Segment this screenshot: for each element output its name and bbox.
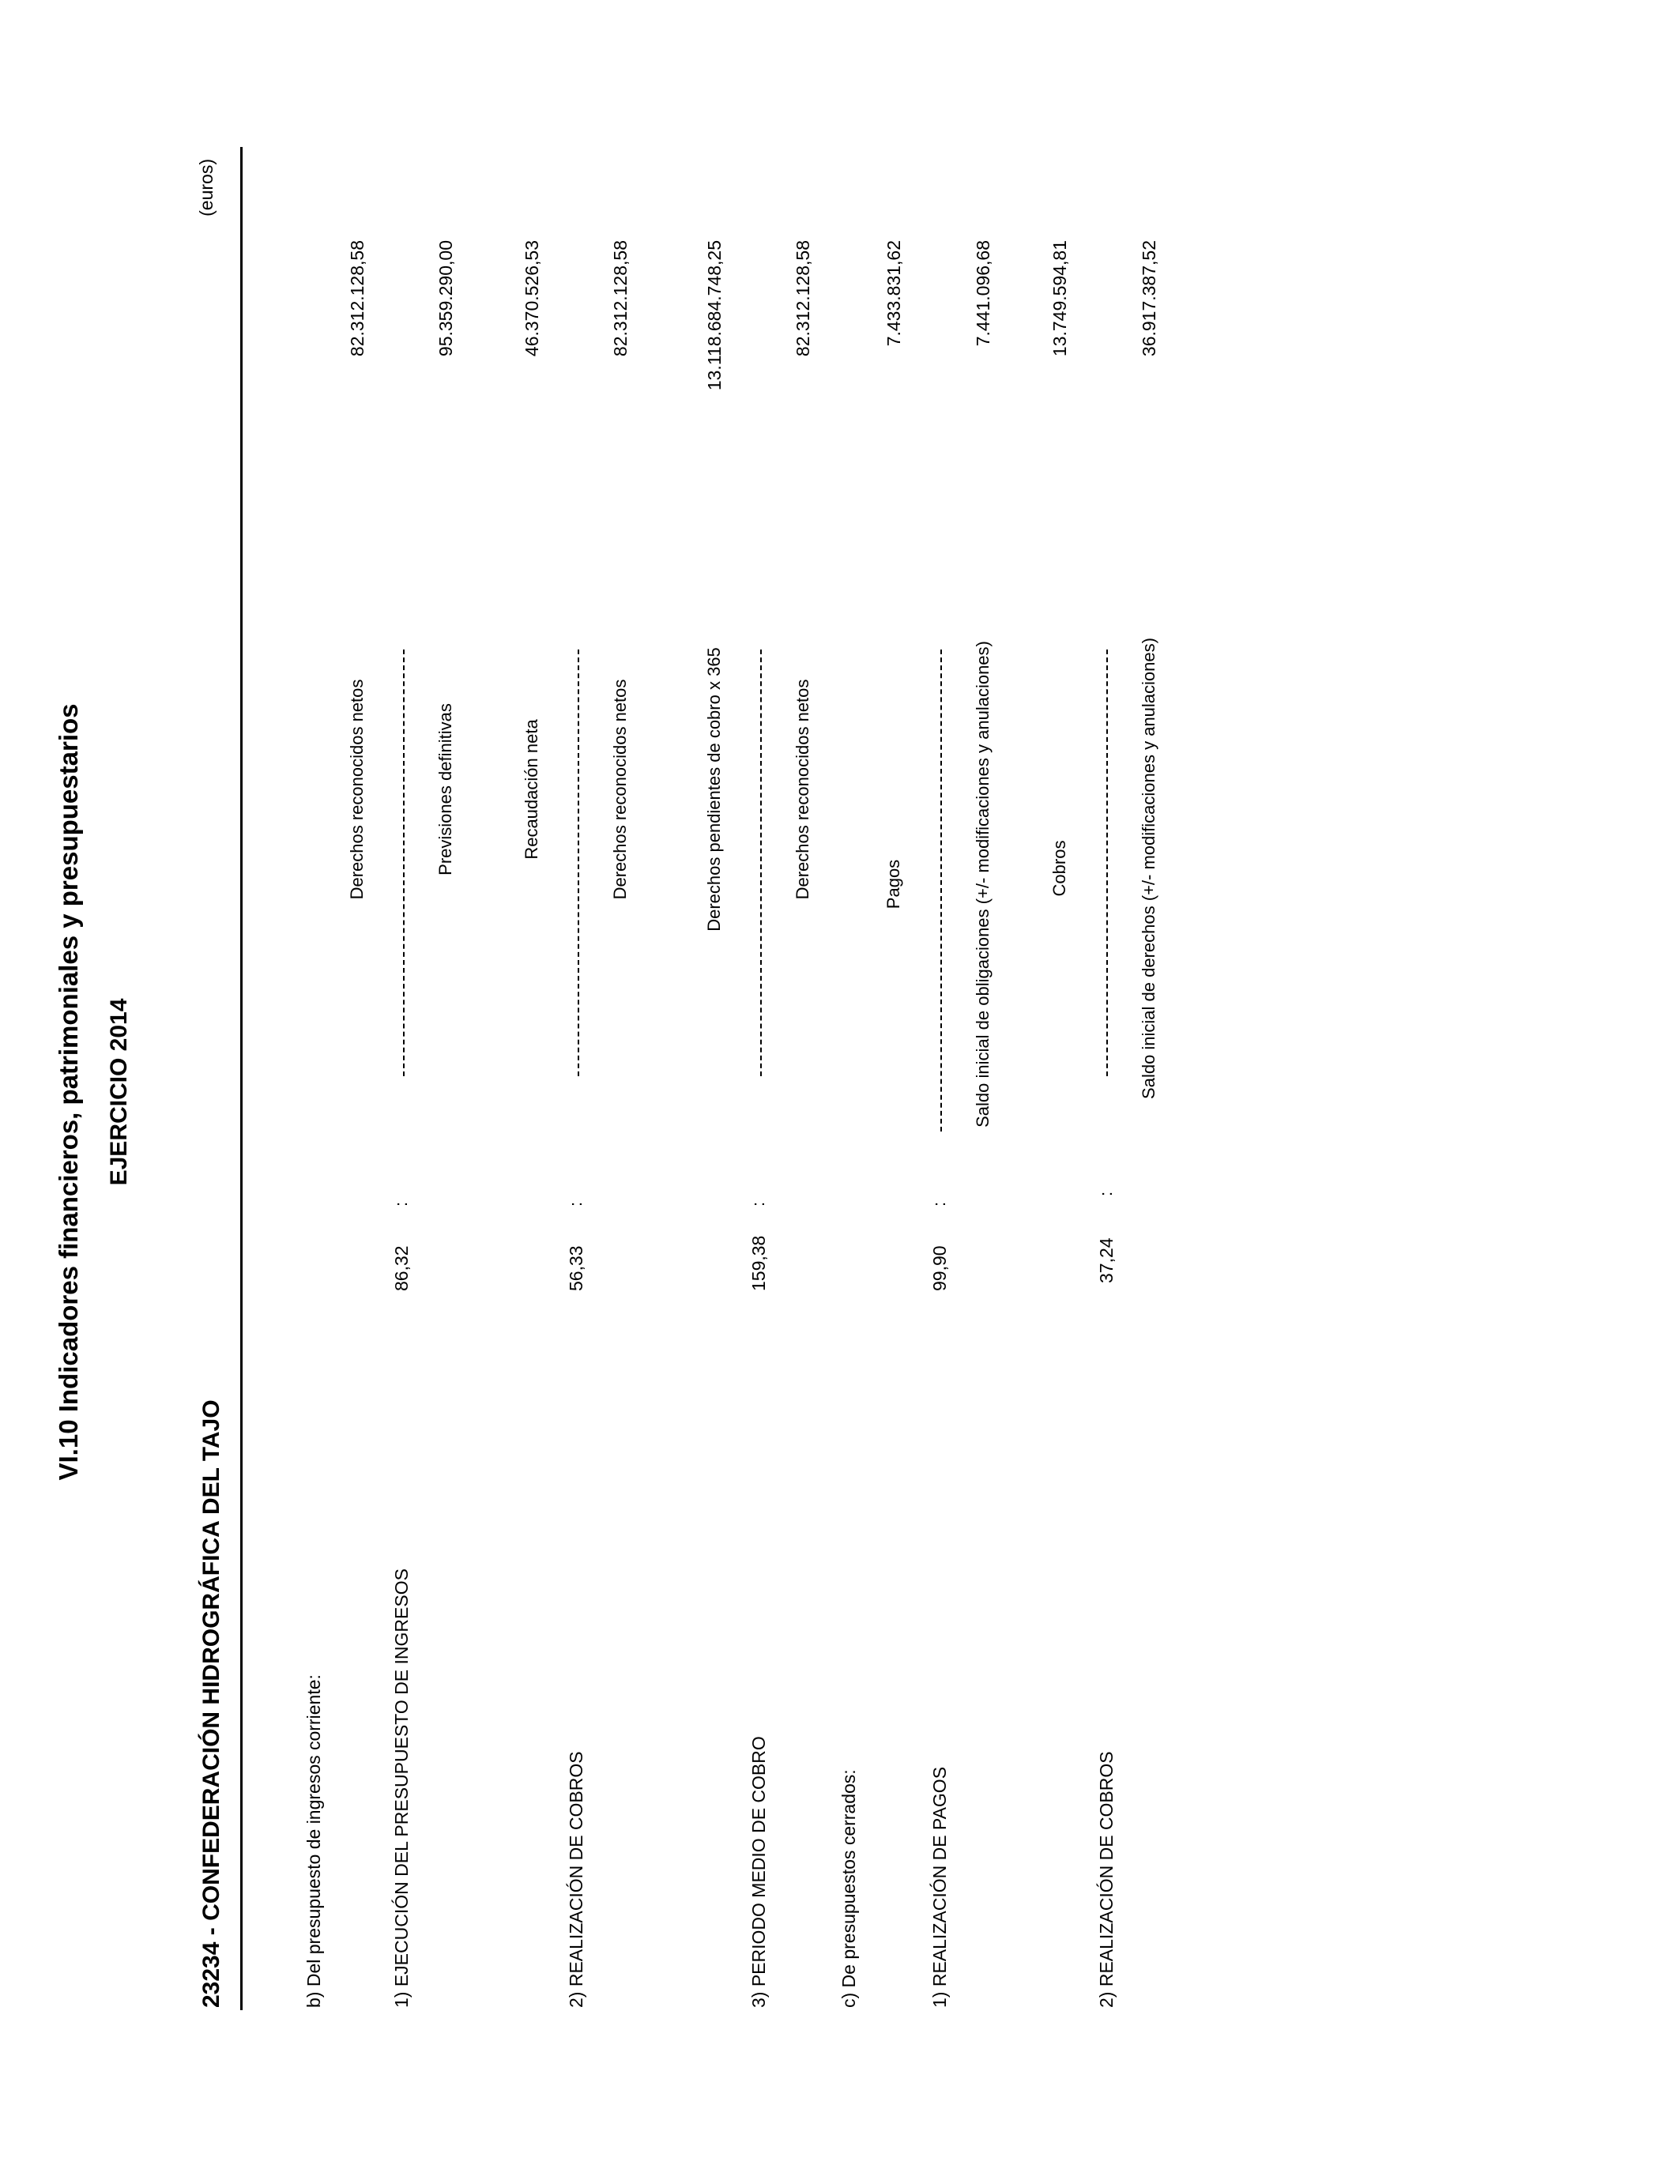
fraction-line: [403, 650, 405, 1076]
denominator-value: 82.312.128,58: [793, 240, 813, 357]
numerator-value: 13.749.594,81: [1049, 240, 1070, 357]
denominator-label: Derechos reconocidos netos: [610, 679, 630, 900]
numerator-value: 13.118.684.748,25: [704, 240, 725, 391]
indicator-colon: :: [566, 1201, 586, 1207]
fraction-line: [1106, 650, 1108, 1076]
fraction-line: [940, 650, 942, 1132]
denominator-label: Saldo inicial de obligaciones (+/- modificaciones y anulaciones): [973, 641, 993, 1128]
denominator-label: Derechos reconocidos netos: [793, 679, 812, 900]
numerator-label: Derechos reconocidos netos: [347, 679, 367, 900]
numerator-value: 46.370.526,53: [522, 240, 542, 357]
section-b-heading: b) Del presupuesto de ingresos corriente:: [303, 1674, 324, 2008]
indicator-label: 2) REALIZACIÓN DE COBROS: [1096, 1751, 1117, 2008]
fraction-line: [578, 650, 579, 1076]
numerator-label: Cobros: [1049, 840, 1069, 897]
section-c-heading: c) De presupuestos cerrados:: [838, 1769, 859, 2008]
units-label: (euros): [196, 159, 217, 217]
denominator-value: 95.359.290,00: [435, 240, 456, 357]
indicator-result: 37,24: [1096, 1237, 1117, 1283]
denominator-value: 82.312.128,58: [610, 240, 631, 357]
denominator-value: 7.441.096,68: [973, 240, 993, 347]
indicator-result: 56,33: [566, 1245, 586, 1291]
document-title: VI.10 Indicadores financieros, patrimoniales y presupuestarios: [54, 703, 83, 1481]
numerator-value: 7.433.831,62: [883, 240, 904, 347]
indicator-label: 2) REALIZACIÓN DE COBROS: [566, 1751, 586, 2008]
indicator-result: 99,90: [929, 1245, 950, 1291]
indicator-result: 159,38: [748, 1235, 769, 1291]
numerator-label: Derechos pendientes de cobro x 365: [704, 647, 724, 932]
entity-name: 23234 - CONFEDERACIÓN HIDROGRÁFICA DEL TAJO: [198, 1399, 224, 2008]
denominator-label: Saldo inicial de derechos (+/- modificaciones y anulaciones): [1139, 638, 1158, 1099]
document-subtitle: EJERCICIO 2014: [106, 998, 132, 1186]
indicator-colon: :: [1096, 1191, 1116, 1196]
numerator-value: 82.312.128,58: [347, 240, 367, 357]
header-rule: [240, 147, 243, 2010]
indicator-result: 86,32: [391, 1245, 412, 1291]
denominator-value: 36.917.387,52: [1139, 240, 1159, 357]
indicator-colon: :: [929, 1201, 949, 1207]
numerator-label: Recaudación neta: [522, 719, 541, 860]
fraction-line: [760, 650, 762, 1076]
indicator-colon: :: [391, 1201, 411, 1207]
denominator-label: Previsiones definitivas: [435, 703, 455, 875]
indicator-label: 1) EJECUCIÓN DEL PRESUPUESTO DE INGRESOS: [391, 1568, 412, 2008]
numerator-label: Pagos: [883, 859, 903, 909]
indicator-colon: :: [748, 1201, 768, 1207]
indicator-label: 1) REALIZACIÓN DE PAGOS: [929, 1766, 950, 2008]
indicator-label: 3) PERIODO MEDIO DE COBRO: [748, 1736, 769, 2008]
